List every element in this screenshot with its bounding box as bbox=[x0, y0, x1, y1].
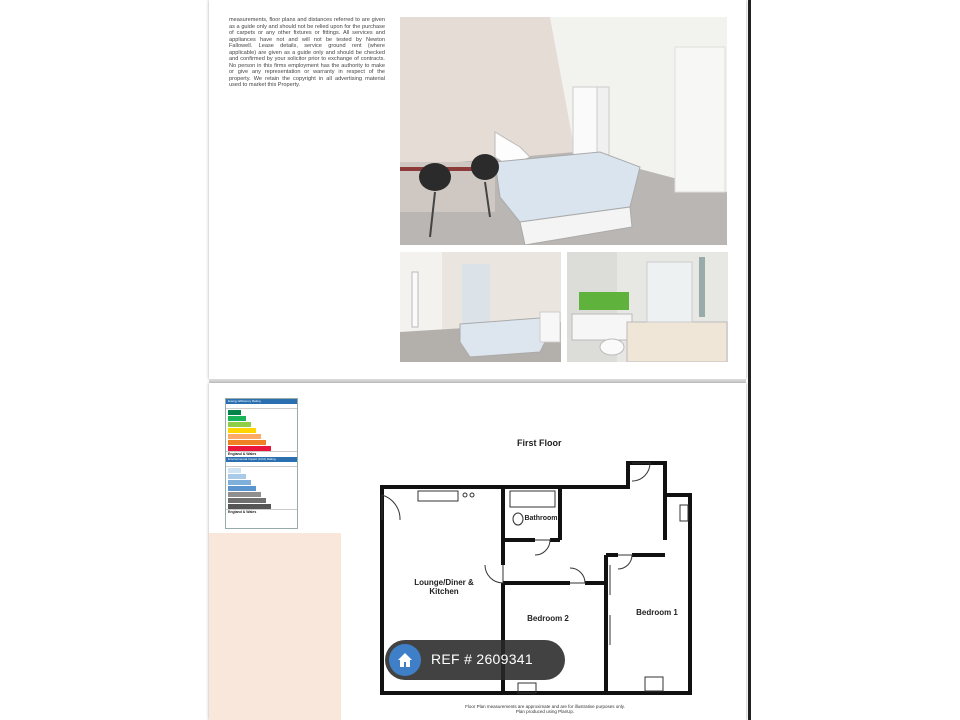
epc-environment-band bbox=[228, 480, 251, 485]
epc-energy-header: Energy Efficiency Rating bbox=[226, 399, 297, 404]
epc-energy-band bbox=[228, 434, 261, 439]
floor-title: First Floor bbox=[517, 438, 562, 448]
bedroom-photo-main bbox=[400, 17, 727, 245]
floor-plan-note-line-1: Floor Plan measurements are approximate and are for illustrative purposes only. bbox=[465, 704, 625, 709]
bathroom-photo bbox=[567, 252, 728, 362]
room-label-lounge: Lounge/Diner & Kitchen bbox=[414, 578, 474, 596]
epc-environment-band bbox=[228, 468, 241, 473]
epc-energy-band bbox=[228, 428, 256, 433]
epc-environment-band bbox=[228, 486, 256, 491]
epc-environment-bands bbox=[226, 468, 297, 509]
epc-environment-band bbox=[228, 492, 261, 497]
room-label-bathroom: Bathroom bbox=[524, 515, 558, 522]
epc-environment-header: Environmental Impact (CO2) Rating bbox=[226, 457, 297, 462]
epc-energy-bands bbox=[226, 410, 297, 451]
epc-energy-band bbox=[228, 440, 266, 445]
epc-energy-subheader bbox=[226, 404, 297, 409]
bedroom-photo-secondary bbox=[400, 252, 561, 362]
epc-energy-band bbox=[228, 422, 251, 427]
room-label-bedroom-2: Bedroom 2 bbox=[527, 614, 569, 623]
epc-environment-band bbox=[228, 498, 266, 503]
epc-environment-band bbox=[228, 474, 246, 479]
floor-plan-note-line-2: Plan produced using PlanUp. bbox=[515, 709, 575, 714]
epc-energy-band bbox=[228, 410, 241, 415]
epc-energy-band bbox=[228, 416, 246, 421]
disclaimer-text: measurements, floor plans and distances referred to are given as a guide only and should not be relied upon for the purchase of carpets or any other fixtures or fittings. All services and appliances have not and will not be tested by Newton Fallowell. Lease details, service ground rent (where applicable) are given as a guide only and should be checked and confirmed by your solicitor prior to exchange of contracts. No person in this firms employment has the authority to make or give any representation or warranty in respect of the property. We retain the copyright in all advertising material used to market this Property. bbox=[229, 17, 385, 88]
epc-rating-chart bbox=[225, 398, 298, 529]
room-label-bedroom-1: Bedroom 1 bbox=[636, 608, 678, 617]
decorative-panel bbox=[209, 533, 341, 720]
viewer-edge bbox=[748, 0, 751, 720]
reference-badge bbox=[385, 640, 565, 680]
epc-energy-footer: England & Wales bbox=[226, 451, 297, 457]
floor-plan-note bbox=[445, 704, 645, 714]
epc-environment-footer: England & Wales bbox=[226, 509, 297, 515]
reference-number: REF # 2609341 bbox=[431, 651, 533, 667]
epc-environment-subheader bbox=[226, 462, 297, 467]
home-icon bbox=[389, 644, 421, 676]
